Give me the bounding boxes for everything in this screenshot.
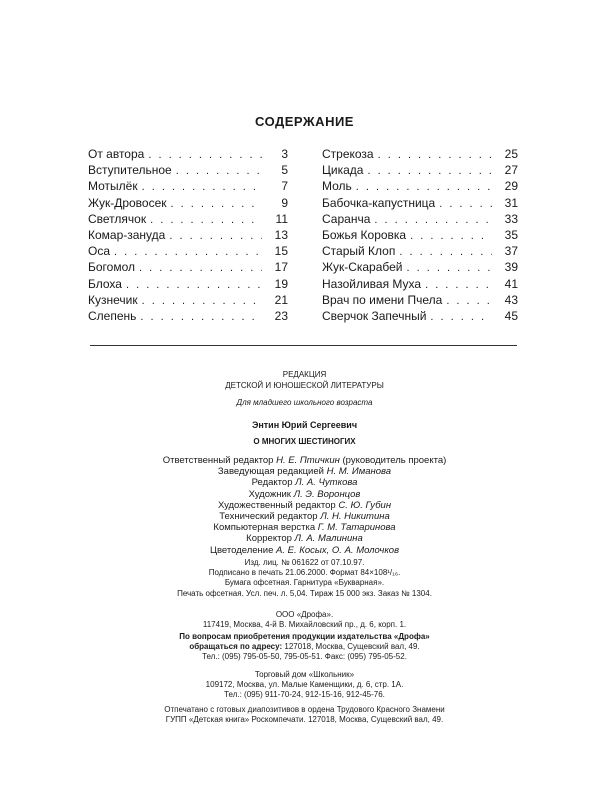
printer-line: ГУПП «Детская книга» Роскомпечати. 127018, Москва, Сущевский вал, 49.: [165, 715, 444, 725]
toc-leader-dots: [142, 179, 262, 195]
printer-line: Отпечатано с готовых диапозитивов в ордена Трудового Красного Знамени: [164, 705, 445, 714]
shop-block: [0, 670, 609, 701]
toc-leader-dots: [169, 228, 262, 244]
toc-entry-page: 5: [281, 163, 288, 178]
redaction-line: РЕДАКЦИЯ: [282, 370, 327, 379]
toc-entry-page: 29: [504, 179, 518, 194]
toc-entry-page: 31: [504, 195, 518, 210]
toc-entry-title: Божья Коровка: [322, 227, 407, 242]
toc-entry-page: 35: [504, 227, 518, 242]
toc-leader-dots: [446, 293, 492, 309]
toc-entry: [88, 211, 288, 227]
toc-entry-page: 37: [504, 244, 518, 259]
shop-name: Торговый дом «Школьник»: [254, 670, 355, 679]
toc-entry: [322, 178, 518, 194]
toc-entry: [88, 162, 288, 178]
toc-leader-dots: [139, 260, 262, 276]
editor-role: Заведующая редакцией: [217, 466, 324, 478]
toc-entry-title: От автора: [88, 147, 145, 161]
toc-entry-page: 39: [504, 260, 518, 275]
editor-role: Художественный редактор: [217, 499, 336, 511]
editor-credit: [0, 545, 609, 556]
toc-entry-page: 15: [274, 244, 288, 259]
editor-role: Компьютерная верстка: [213, 522, 316, 534]
editor-credit: [0, 500, 609, 511]
toc-entry-title: Саранча: [322, 211, 371, 226]
toc-entry: [322, 308, 518, 324]
editor-credit: [0, 511, 609, 522]
toc-entry: [88, 292, 288, 308]
toc-leader-dots: [148, 147, 262, 163]
toc-entry-title: Стрекоза: [322, 147, 374, 161]
toc-leader-dots: [425, 277, 492, 293]
toc-entry-title: Комар-зануда: [88, 227, 166, 242]
publisher-address: 117419, Москва, 4-й В. Михайловский пр., д. 6, корп. 1.: [202, 620, 407, 630]
toc-entry-title: Вступительное: [88, 163, 172, 178]
editor-name: Н. М. Иманова: [326, 466, 392, 478]
toc-entry: [88, 276, 288, 292]
license-line: Изд. лиц. № 061622 от 07.10.97.: [244, 558, 365, 567]
toc-entry: [88, 308, 288, 324]
editor-role: Цветоделение: [209, 544, 274, 556]
age-note: Для младшего школьного возраста: [236, 398, 373, 407]
editor-name: С. Ю. Губин: [338, 499, 392, 511]
toc-entry-page: 19: [274, 276, 288, 291]
toc-entry-page: 33: [504, 211, 518, 226]
toc-entry: [88, 259, 288, 275]
questions-line: По вопросам приобретения продукции издательства «Дрофа»: [179, 632, 430, 641]
toc-entry-page: 13: [274, 227, 288, 242]
editor-note: (руководитель проекта): [342, 455, 447, 466]
toc-entry-title: Мотылёк: [88, 179, 138, 194]
toc-entry-title: Слепень: [88, 308, 137, 323]
toc-entry-title: Моль: [322, 179, 352, 194]
toc-leader-dots: [142, 293, 262, 309]
toc-entry-page: 41: [504, 276, 518, 291]
toc-leader-dots: [410, 228, 492, 244]
toc-entry: [88, 227, 288, 243]
editor-credit: [0, 533, 609, 544]
toc-entry-page: 7: [281, 179, 288, 194]
sales-contacts: [0, 632, 609, 663]
toc-entry: [88, 243, 288, 259]
toc-leader-dots: [374, 212, 492, 228]
toc-entry-title: Сверчок Запечный: [322, 308, 427, 323]
editor-credit: [0, 477, 609, 488]
questions-label: обращаться по адресу:: [189, 642, 283, 652]
editor-role: Корректор: [246, 533, 292, 545]
toc-leader-dots: [114, 244, 262, 260]
editor-name: Н. Е. Птичкин: [276, 455, 340, 466]
toc-entry: [88, 178, 288, 194]
toc-entry: [322, 259, 518, 275]
imprint-redaction: [0, 370, 609, 391]
print-line: Бумага офсетная. Гарнитура «Букварная».: [224, 578, 385, 588]
toc-leader-dots: [378, 147, 492, 163]
editor-name: Л. Н. Никитина: [320, 511, 390, 523]
toc-leader-dots: [399, 244, 492, 260]
questions-phones: Тел.: (095) 795-05-50, 795-05-51. Факс: (095) 795-05-52.: [202, 652, 407, 662]
toc-entry: [88, 195, 288, 211]
toc-leader-dots: [367, 163, 492, 179]
editors-list: [0, 455, 609, 556]
toc-entry: [322, 162, 518, 178]
editor-credit: [0, 522, 609, 533]
print-line: Печать офсетная. Усл. печ. л. 5,04. Тираж 15 000 экз. Заказ № 1304.: [177, 588, 432, 598]
toc-leader-dots: [356, 179, 492, 195]
toc-entry-title: Бабочка-капустница: [322, 195, 436, 210]
toc-entry-title: Кузнечик: [88, 292, 138, 307]
author-name: Энтин Юрий Сергеевич: [251, 420, 358, 430]
toc-entry-title: Светлячок: [88, 211, 147, 226]
publisher-block: [0, 610, 609, 630]
publisher-name: ООО «Дрофа».: [275, 610, 334, 619]
editor-role: Технический редактор: [219, 511, 318, 523]
toc-entry-title: Оса: [88, 244, 111, 259]
editor-name: Л. Э. Воронцов: [293, 488, 361, 500]
editor-name: Г. М. Татаринова: [317, 522, 396, 534]
editor-role: Художник: [248, 488, 291, 500]
editor-role: Ответственный редактор: [162, 455, 274, 466]
toc-entry: [322, 227, 518, 243]
toc-entry-title: Цикада: [322, 163, 364, 178]
editor-name: А. Е. Косых, О. А. Молочков: [276, 544, 400, 556]
editor-credit: [0, 489, 609, 500]
toc-entry-title: Жук-Дровосек: [88, 195, 167, 210]
toc-entry-title: Назойливая Муха: [322, 276, 422, 291]
shop-address: 109172, Москва, ул. Малые Каменщики, д. 6, стр. 1А.: [205, 680, 404, 690]
toc-entry-page: 45: [504, 308, 518, 323]
toc-entry: [322, 276, 518, 292]
toc-entry-page: 11: [275, 211, 288, 226]
toc-leader-dots: [407, 260, 492, 276]
toc-entry-title: Богомол: [88, 260, 135, 275]
print-line: Подписано в печать 21.06.2000. Формат 84×108¹/₁₆.: [208, 568, 401, 578]
toc-right-column: [322, 146, 518, 324]
toc-entry-page: 3: [281, 147, 288, 161]
questions-address: 127018, Москва, Сущевский вал, 49.: [284, 642, 420, 652]
editor-name: Л. А. Малинина: [294, 533, 363, 545]
editor-credit: [0, 455, 609, 466]
toc-entry-page: 21: [274, 292, 288, 307]
toc-entry-page: 27: [504, 163, 518, 178]
printer-block: [0, 705, 609, 725]
editor-role: Редактор: [251, 477, 293, 489]
toc-entry-title: Жук-Скарабей: [322, 260, 403, 275]
toc-entry-page: 9: [281, 195, 288, 210]
book-title: О МНОГИХ ШЕСТИНОГИХ: [253, 437, 356, 446]
toc-leader-dots: [430, 309, 492, 325]
print-details: [0, 558, 609, 599]
toc-entry-page: 17: [274, 260, 288, 275]
toc-entry: [322, 195, 518, 211]
toc-entry-title: Старый Клоп: [322, 244, 396, 259]
shop-phones: Тел.: (095) 911-70-24, 912-15-16, 912-45-76.: [224, 690, 385, 700]
toc-entry: [322, 146, 518, 162]
questions-line: [0, 642, 609, 652]
toc-leader-dots: [150, 212, 262, 228]
page-title: СОДЕРЖАНИЕ: [255, 114, 354, 129]
editor-credit: [0, 466, 609, 477]
toc-entry-page: 25: [504, 147, 518, 161]
toc-entry: [322, 211, 518, 227]
divider: [90, 345, 517, 346]
redaction-line: ДЕТСКОЙ И ЮНОШЕСКОЙ ЛИТЕРАТУРЫ: [225, 380, 384, 390]
toc-entry-title: Блоха: [88, 276, 122, 291]
toc-leader-dots: [176, 163, 262, 179]
toc-entry: [322, 243, 518, 259]
toc-leader-dots: [439, 196, 492, 212]
editor-name: Л. А. Чуткова: [295, 477, 358, 489]
toc-entry-page: 43: [504, 292, 518, 307]
toc-leader-dots: [126, 277, 262, 293]
toc-leader-dots: [171, 196, 262, 212]
toc-entry-title: Врач по имени Пчела: [322, 292, 443, 307]
toc-left-column: [88, 146, 288, 324]
toc-entry: [88, 146, 288, 162]
toc-entry-page: 23: [274, 308, 288, 323]
toc-leader-dots: [140, 309, 262, 325]
toc-entry: [322, 292, 518, 308]
